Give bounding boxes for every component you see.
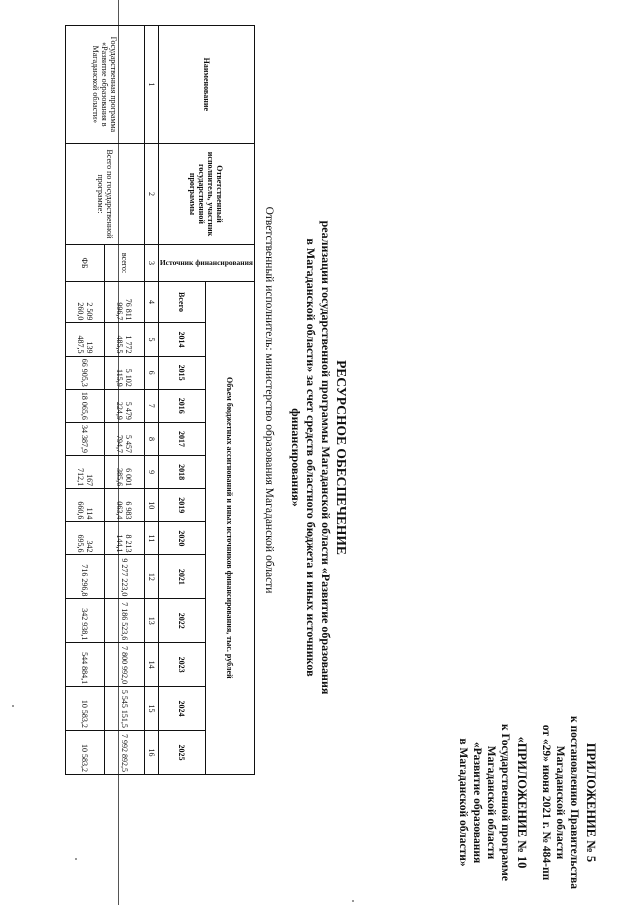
column-number: 12 [144,555,158,599]
year-value-cell: 5 479 224,9 [104,389,144,422]
year-value-cell: 7 992 892,5 [104,730,144,774]
header-total: Всего [158,281,205,323]
header-source-label: Источник финансирования [159,258,253,268]
header-year: 2020 [158,522,205,555]
year-value-cell: 6 001 385,6 [104,456,144,489]
header-year: 2024 [158,687,205,731]
header-source [158,245,254,281]
heading-title: РЕСУРСНОЕ ОБЕСПЕЧЕНИЕ [334,360,349,555]
column-number: 8 [144,422,158,455]
appendix-line: Магаданской области [485,745,497,860]
table-row [104,26,144,775]
program-name-cell: Государственная программа «Развитие образования в Магаданской области» [65,26,144,144]
year-value-cell: 544 884,1 [65,643,104,687]
header-year: 2023 [158,643,205,687]
appendix-header [456,710,598,895]
appendix-title: ПРИЛОЖЕНИЕ № 5 [584,742,598,863]
year-value-cell: 342 695,6 [65,522,104,555]
column-number: 4 [144,281,158,323]
header-year: 2015 [158,356,205,389]
year-value-cell: 6 983 063,4 [104,489,144,522]
header-year: 2019 [158,489,205,522]
source-cell: ФБ [65,245,104,281]
year-value-cell: 139 487,5 [65,323,104,356]
source-cell: всего: [104,245,144,281]
total-cell: 2 509 260,0 [65,281,104,323]
appendix-line: к постановлению Правительства [568,715,580,890]
column-number: 11 [144,522,158,555]
column-number: 14 [144,643,158,687]
responsible-executor: Ответственный исполнитель: министерство образования Магаданской области [263,206,275,594]
appendix-line: «Развитие образования [471,741,483,864]
column-number: 5 [144,323,158,356]
column-number: 7 [144,389,158,422]
year-value-cell: 5 102 115,9 [104,356,144,389]
program-executor-cell: Всего по государственной программе: [65,143,144,245]
year-value-cell: 10 583,2 [65,687,104,731]
year-value-cell: 342 938,1 [65,599,104,643]
header-executor: Ответственный исполнитель, участник государственной программы [158,143,254,245]
column-number: 3 [144,245,158,281]
header-year: 2021 [158,555,205,599]
year-value-cell: 167 712,1 [65,456,104,489]
document-heading [288,210,350,705]
year-value-cell: 10 583,2 [65,730,104,774]
appendix-line: к Государственной программе [499,724,511,881]
column-number: 13 [144,599,158,643]
header-year: 2018 [158,456,205,489]
year-value-cell: 716 296,8 [65,555,104,599]
total-cell: 76 811 996,7 [104,281,144,323]
column-number: 1 [144,26,158,144]
appendix-line: в Магаданской области» [457,738,469,867]
header-year: 2014 [158,323,205,356]
header-name: Наименование [158,26,254,144]
year-value-cell: 18 065,6 [65,389,104,422]
year-value-cell: 8 213 144,1 [104,522,144,555]
header-year: 2025 [158,730,205,774]
year-value-cell: 5 457 794,7 [104,422,144,455]
year-value-cell: 1 772 485,5 [104,323,144,356]
appendix-date: от «29» июня 2021 г. № 484-пп [540,724,552,881]
header-year: 2022 [158,599,205,643]
year-value-cell: 34 387,9 [65,422,104,455]
column-number: 10 [144,489,158,522]
column-number: 9 [144,456,158,489]
heading-line: реализации государственной программы Магаданской области «Развитие образования [319,220,333,695]
year-value-cell: 114 660,6 [65,489,104,522]
appendix-title-2: «ПРИЛОЖЕНИЕ № 10 [515,736,529,869]
year-value-cell: 9 277 223,0 [104,555,144,599]
header-volume: Объем бюджетных ассигнований и иных источников финансирования, тыс. рублей [205,281,254,774]
column-number-row [144,26,158,775]
column-number: 16 [144,730,158,774]
year-value-cell: 7 186 523,6 [104,599,144,643]
year-value-cell: 7 800 992,0 [104,643,144,687]
column-number: 2 [144,143,158,245]
column-number: 15 [144,687,158,731]
year-value-cell: 5 545 151,5 [104,687,144,731]
header-year: 2017 [158,422,205,455]
heading-line: в Магаданской области» за счет средств областного бюджета и иных источников финансирования» [289,238,318,677]
column-number: 6 [144,356,158,389]
header-year: 2016 [158,389,205,422]
resource-table [65,25,255,775]
year-value-cell: 66 905,3 [65,356,104,389]
appendix-line: Магаданской области [554,745,566,860]
